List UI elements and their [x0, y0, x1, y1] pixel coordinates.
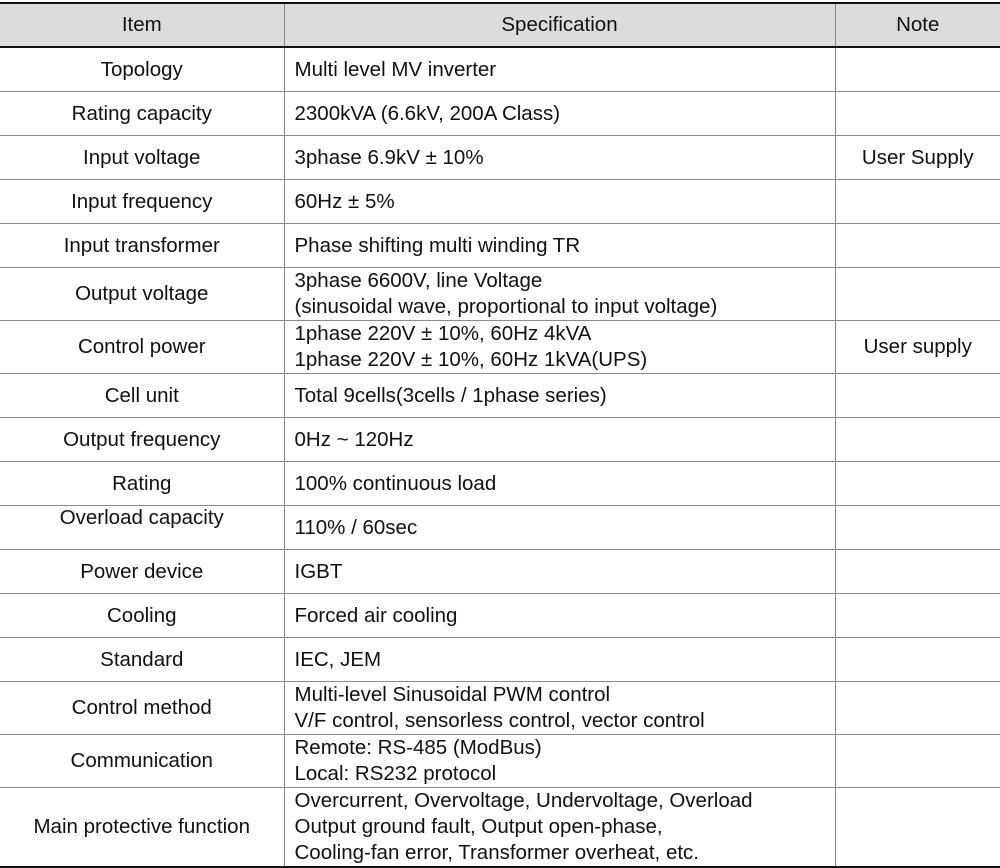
item-cell: Topology — [0, 47, 284, 92]
table-row — [0, 550, 1000, 594]
item-cell: Control method — [0, 682, 284, 735]
note-cell — [835, 682, 1000, 735]
note-cell — [835, 550, 1000, 594]
spec-line: 0Hz ~ 120Hz — [294, 427, 414, 451]
note-cell — [835, 268, 1000, 321]
item-cell: Output voltage — [0, 268, 284, 321]
table-row — [0, 136, 1000, 180]
table-row — [0, 788, 1000, 868]
spec-line: 2300kVA (6.6kV, 200A Class) — [294, 101, 561, 125]
item-cell: Input voltage — [0, 136, 284, 180]
note-cell — [835, 462, 1000, 506]
note-cell — [835, 638, 1000, 682]
header-row — [0, 3, 1000, 47]
note-cell: User supply — [835, 321, 1000, 374]
spec-cell — [284, 92, 835, 136]
header-specification: Specification — [284, 3, 835, 47]
spec-cell — [284, 506, 835, 550]
spec-line: 110% / 60sec — [294, 515, 418, 539]
spec-line: V/F control, sensorless control, vector control — [294, 709, 705, 732]
spec-line: (sinusoidal wave, proportional to input voltage) — [294, 295, 718, 318]
note-cell — [835, 92, 1000, 136]
table-row — [0, 268, 1000, 321]
spec-cell — [284, 550, 835, 594]
specification-table — [0, 2, 1000, 868]
table-row — [0, 92, 1000, 136]
spec-cell — [284, 47, 835, 92]
spec-line: 1phase 220V ± 10%, 60Hz 4kVA — [294, 322, 592, 345]
spec-cell — [284, 594, 835, 638]
item-cell: Rating — [0, 462, 284, 506]
table-row — [0, 180, 1000, 224]
spec-line: 1phase 220V ± 10%, 60Hz 1kVA(UPS) — [294, 348, 648, 371]
note-cell — [835, 506, 1000, 550]
item-cell: Standard — [0, 638, 284, 682]
spec-line: IGBT — [294, 559, 343, 583]
table-row — [0, 374, 1000, 418]
spec-line: Output ground fault, Output open-phase, — [294, 815, 663, 838]
spec-line: Remote: RS-485 (ModBus) — [294, 736, 542, 759]
spec-cell — [284, 136, 835, 180]
item-cell: Control power — [0, 321, 284, 374]
table-row — [0, 735, 1000, 788]
spec-cell — [284, 682, 835, 735]
item-cell: Communication — [0, 735, 284, 788]
spec-line: IEC, JEM — [294, 647, 382, 671]
note-cell — [835, 594, 1000, 638]
item-cell: Output frequency — [0, 418, 284, 462]
table-row — [0, 594, 1000, 638]
item-cell: Input transformer — [0, 224, 284, 268]
spec-line: Multi-level Sinusoidal PWM control — [294, 683, 611, 706]
table-row — [0, 224, 1000, 268]
item-cell: Power device — [0, 550, 284, 594]
note-cell — [835, 418, 1000, 462]
spec-line: 60Hz ± 5% — [294, 189, 395, 213]
table-row — [0, 638, 1000, 682]
item-cell: Input frequency — [0, 180, 284, 224]
table-row — [0, 321, 1000, 374]
item-label: Overload capacity — [59, 505, 224, 529]
note-cell — [835, 224, 1000, 268]
item-cell: Cell unit — [0, 374, 284, 418]
spec-line: 3phase 6.9kV ± 10% — [294, 145, 484, 169]
spec-cell — [284, 735, 835, 788]
spec-line: 3phase 6600V, line Voltage — [294, 269, 543, 292]
spec-cell — [284, 462, 835, 506]
spec-line: Cooling-fan error, Transformer overheat, etc. — [294, 841, 699, 864]
spec-line: 100% continuous load — [294, 471, 497, 495]
note-cell — [835, 374, 1000, 418]
note-cell — [835, 47, 1000, 92]
spec-cell — [284, 321, 835, 374]
item-cell — [0, 506, 284, 550]
item-cell: Main protective function — [0, 788, 284, 868]
spec-cell — [284, 638, 835, 682]
note-cell — [835, 180, 1000, 224]
table-row — [0, 47, 1000, 92]
note-cell: User Supply — [835, 136, 1000, 180]
note-cell — [835, 735, 1000, 788]
spec-line: Multi level MV inverter — [294, 57, 497, 81]
spec-cell — [284, 180, 835, 224]
spec-line: Forced air cooling — [294, 603, 458, 627]
table-row — [0, 682, 1000, 735]
spec-cell — [284, 268, 835, 321]
spec-cell — [284, 224, 835, 268]
table-row — [0, 506, 1000, 550]
table-row — [0, 462, 1000, 506]
item-cell: Rating capacity — [0, 92, 284, 136]
spec-cell — [284, 418, 835, 462]
spec-cell — [284, 788, 835, 868]
spec-line: Local: RS232 protocol — [294, 762, 497, 785]
spec-line: Total 9cells(3cells / 1phase series) — [294, 383, 607, 407]
item-cell: Cooling — [0, 594, 284, 638]
spec-line: Overcurrent, Overvoltage, Undervoltage, Overload — [294, 789, 753, 812]
table-row — [0, 418, 1000, 462]
header-item: Item — [0, 3, 284, 47]
note-cell — [835, 788, 1000, 868]
spec-cell — [284, 374, 835, 418]
header-note: Note — [835, 3, 1000, 47]
spec-line: Phase shifting multi winding TR — [294, 233, 581, 257]
